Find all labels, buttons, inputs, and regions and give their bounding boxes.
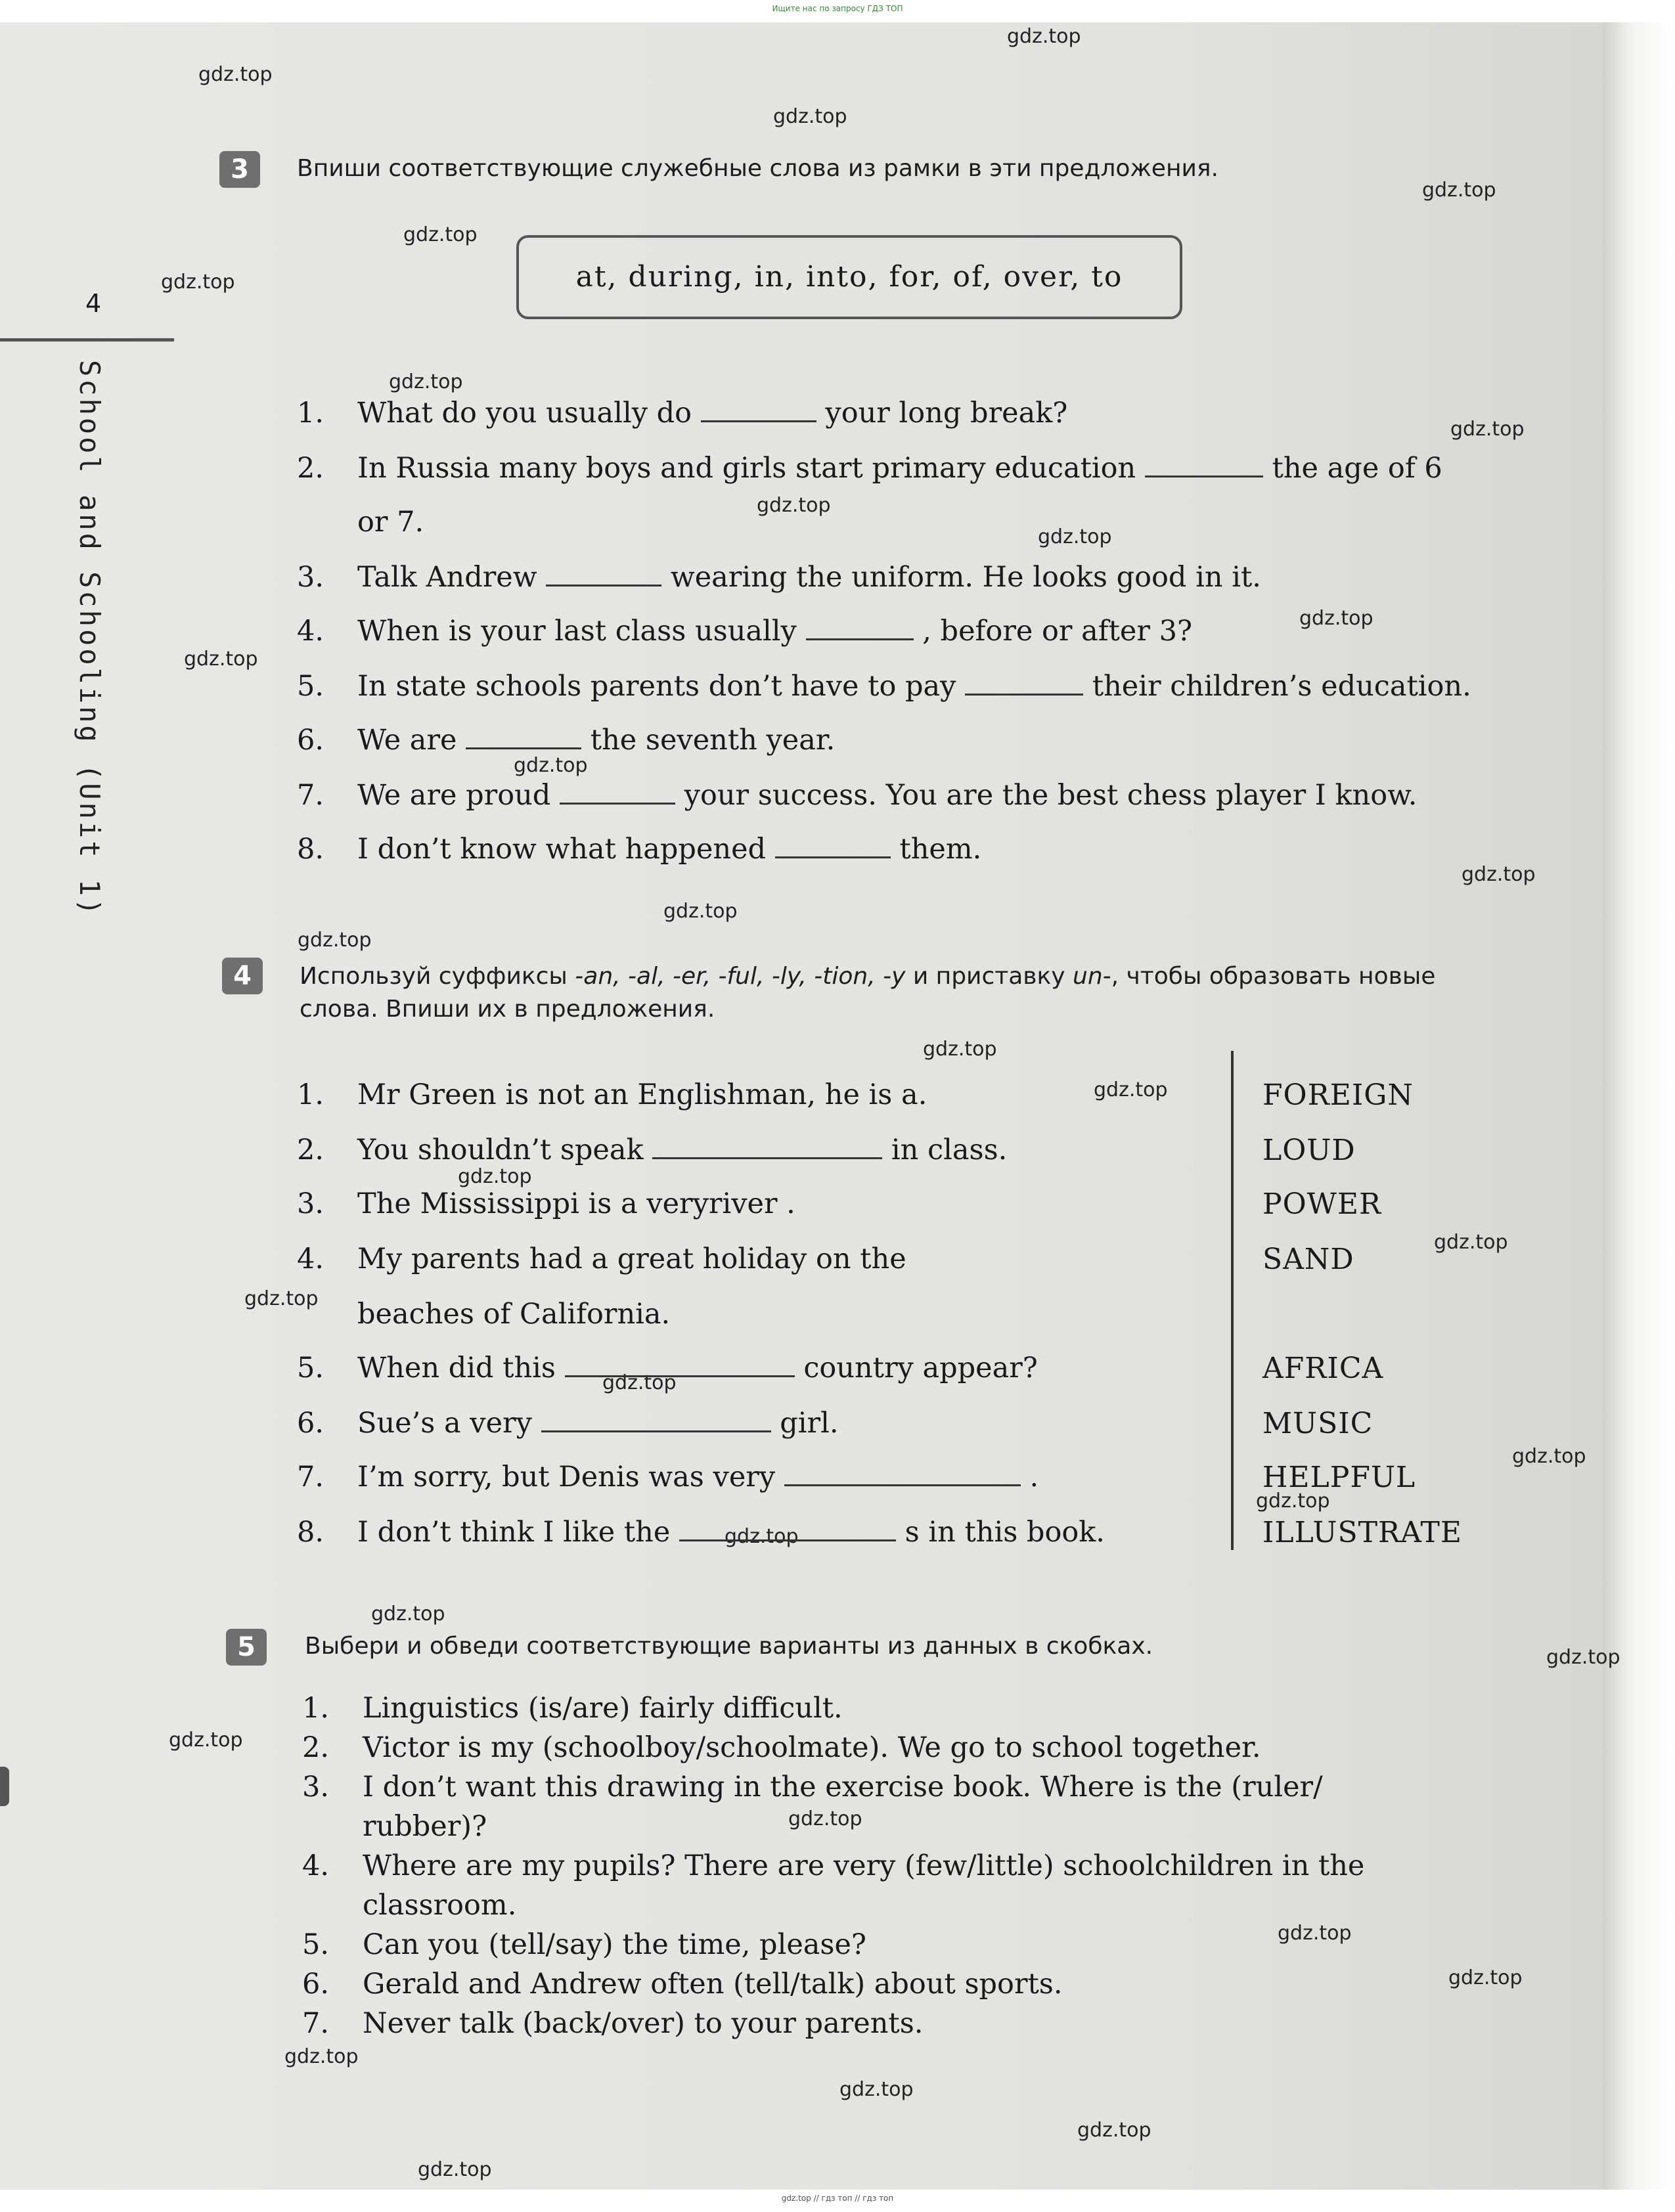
item-text[interactable]: Victor is my (schoolboy/schoolmate). We go to school together.: [363, 1731, 1261, 1764]
ex4-item: [297, 1352, 1038, 1384]
exercise-4-instruction: Используй суффиксы -an, -al, -er, -ful, -ly, -tion, -y и приставку un-, чтобы образовать новые слова. Впиши их в предложения.: [300, 963, 1436, 1023]
item-number: 1.: [297, 397, 324, 430]
watermark: gdz.top: [788, 1807, 862, 1830]
watermark: gdz.top: [1094, 1078, 1168, 1101]
item-number: 6.: [297, 724, 324, 757]
item-text-before: You shouldn’t speak: [357, 1134, 644, 1166]
item-text-before: We are: [357, 724, 457, 757]
item-text-after: country appear?: [803, 1352, 1038, 1384]
item-text-after: river .: [708, 1187, 795, 1220]
item-number: 8.: [297, 1516, 324, 1549]
item-text-after: s in this book.: [904, 1516, 1105, 1549]
watermark: gdz.top: [1512, 1445, 1586, 1468]
stem-word: FOREIGN: [1262, 1078, 1414, 1112]
ex5-item: [302, 1692, 843, 1725]
item-number: 6.: [302, 1968, 330, 2001]
answer-blank[interactable]: [565, 1353, 795, 1377]
unit-side-title: School and Schooling (Unit 1): [74, 360, 106, 918]
ex5-item: [302, 1849, 1364, 1882]
answer-blank[interactable]: [965, 671, 1083, 696]
item-number: 3.: [297, 1187, 324, 1220]
answer-blank[interactable]: [541, 1408, 771, 1432]
item-text-after: .: [918, 1078, 927, 1111]
ex4-item: [297, 1298, 670, 1331]
item-text[interactable]: Never talk (back/over) to your parents.: [363, 2007, 924, 2040]
watermark: gdz.top: [298, 929, 372, 952]
stem-divider: [1231, 1051, 1234, 1550]
answer-blank[interactable]: [775, 834, 891, 858]
watermark: gdz.top: [839, 2078, 914, 2101]
item-number: 8.: [297, 833, 324, 866]
item-number: 4.: [297, 615, 324, 648]
exercise-5-badge: 5: [226, 1629, 267, 1666]
stem-word: POWER: [1262, 1187, 1382, 1221]
item-number: 4.: [302, 1849, 330, 1882]
item-text-after: wearing the uniform. He looks good in it.: [670, 561, 1261, 594]
bottom-banner[interactable]: gdz.top // гдз топ // гдз топ: [0, 2190, 1675, 2212]
item-number: 1.: [302, 1692, 330, 1725]
item-number: 4.: [297, 1243, 324, 1275]
item-text-before: What do you usually do: [357, 397, 692, 430]
ex3-item: [297, 670, 1471, 703]
item-text[interactable]: Linguistics (is/are) fairly difficult.: [363, 1692, 843, 1725]
answer-blank[interactable]: [1145, 453, 1263, 477]
answer-blank[interactable]: [652, 1135, 882, 1159]
exercise-3-badge: 3: [219, 151, 260, 188]
item-text-after: their children’s education.: [1092, 670, 1471, 703]
stem-word: MUSIC: [1262, 1407, 1374, 1440]
watermark: gdz.top: [1450, 418, 1525, 441]
item-text-before: I don’t think I like the: [357, 1516, 671, 1549]
item-number: 2.: [297, 1134, 324, 1166]
item-text-after: your success. You are the best chess player I know.: [684, 779, 1418, 812]
ex5-item: [302, 1968, 1063, 2001]
watermark: gdz.top: [602, 1371, 677, 1394]
watermark: gdz.top: [169, 1729, 243, 1752]
watermark: gdz.top: [1077, 2119, 1151, 2142]
answer-blank[interactable]: [466, 725, 581, 749]
watermark: gdz.top: [198, 63, 273, 86]
ex4-item: [297, 1134, 1007, 1166]
watermark: gdz.top: [418, 2158, 492, 2181]
watermark: gdz.top: [1256, 1490, 1330, 1513]
page-number: 4: [85, 289, 102, 318]
item-text[interactable]: rubber)?: [363, 1810, 487, 1843]
item-text-before: In Russia many boys and girls start primary education: [357, 452, 1136, 485]
item-text-before: My parents had a great holiday on the: [357, 1243, 906, 1275]
top-banner[interactable]: Ищите нас по запросу ГДЗ ТОП: [0, 0, 1675, 22]
watermark: gdz.top: [1299, 607, 1374, 630]
watermark: gdz.top: [1422, 179, 1496, 202]
item-number: 3.: [297, 561, 324, 594]
item-text-after: your long break?: [825, 397, 1068, 430]
answer-blank[interactable]: [701, 398, 816, 422]
ex3-item: [297, 779, 1417, 812]
watermark: gdz.top: [725, 1525, 799, 1548]
item-text-before: In state schools parents don’t have to pay: [357, 670, 956, 703]
item-text-after: the age of 6: [1272, 452, 1442, 485]
item-number: 3.: [302, 1771, 330, 1803]
item-number: 6.: [297, 1407, 324, 1440]
item-text-after: the seventh year.: [590, 724, 836, 757]
ex5-item: [302, 1771, 1323, 1803]
ex3-item: [297, 397, 1067, 430]
item-text-after: in class.: [891, 1134, 1008, 1166]
watermark: gdz.top: [923, 1038, 997, 1061]
item-text-after: them.: [899, 833, 982, 866]
watermark: gdz.top: [1007, 25, 1081, 48]
watermark: gdz.top: [514, 754, 588, 777]
ex3-item: [297, 724, 835, 757]
item-text-before: When did this: [357, 1352, 556, 1384]
watermark: gdz.top: [1434, 1231, 1508, 1254]
ex3-item: [297, 615, 1192, 648]
item-text-before: The Mississippi is a very: [357, 1187, 709, 1220]
watermark: gdz.top: [389, 370, 463, 393]
watermark: gdz.top: [1038, 525, 1112, 548]
item-text[interactable]: Where are my pupils? There are very (few/little) schoolchildren in the: [363, 1849, 1365, 1882]
item-number: 5.: [297, 670, 324, 703]
watermark: gdz.top: [244, 1287, 319, 1310]
item-number: 7.: [297, 779, 324, 812]
item-number: 1.: [297, 1078, 324, 1111]
item-text-before: Talk Andrew: [357, 561, 537, 594]
stem-word: LOUD: [1262, 1134, 1356, 1167]
exercise-3-instruction: Впиши соответствующие служебные слова из рамки в эти предложения.: [297, 155, 1218, 182]
watermark: gdz.top: [1462, 863, 1536, 886]
ex5-item: [302, 1731, 1261, 1764]
answer-blank[interactable]: [560, 780, 675, 805]
ex4-item: [297, 1516, 1105, 1549]
item-text[interactable]: I don’t want this drawing in the exercise book. Where is the (ruler/: [363, 1771, 1323, 1803]
item-text-before: Mr Green is not an Englishman, he is a: [357, 1078, 918, 1111]
stem-word: HELPFUL: [1262, 1461, 1416, 1494]
item-number: 7.: [297, 1461, 324, 1493]
stem-word: AFRICA: [1262, 1352, 1384, 1385]
answer-blank[interactable]: [784, 1462, 1021, 1486]
binding-mark: [0, 1767, 9, 1806]
stem-word: SAND: [1262, 1243, 1354, 1276]
item-number: 5.: [297, 1352, 324, 1384]
answer-blank[interactable]: [806, 616, 914, 640]
word-box: at, during, in, into, for, of, over, to: [516, 235, 1182, 319]
stem-word: ILLUSTRATE: [1262, 1516, 1462, 1549]
item-text[interactable]: classroom.: [363, 1889, 517, 1922]
ex3-item: [297, 833, 981, 866]
item-text[interactable]: Gerald and Andrew often (tell/talk) about sports.: [363, 1968, 1063, 2001]
answer-blank[interactable]: [679, 1517, 896, 1541]
item-number: 5.: [302, 1928, 330, 1961]
item-text-before: Sue’s a very: [357, 1407, 532, 1440]
ex4-item: [297, 1407, 839, 1440]
item-text-before: I’m sorry, but Denis was very: [357, 1461, 776, 1493]
ex5-item: [302, 1889, 516, 1922]
watermark: gdz.top: [1546, 1646, 1620, 1669]
watermark: gdz.top: [663, 900, 738, 923]
item-text-after: , before or after 3?: [922, 615, 1193, 648]
item-text-after: girl.: [780, 1407, 839, 1440]
item-number: 2.: [302, 1731, 330, 1764]
ex4-item: [297, 1461, 1038, 1493]
watermark: gdz.top: [458, 1165, 532, 1188]
ex5-item: [302, 2007, 923, 2040]
ex4-item: [297, 1243, 906, 1275]
ex3-item: [297, 506, 424, 539]
answer-blank[interactable]: [546, 562, 661, 586]
ex3-item: [297, 452, 1442, 485]
item-text-before: beaches of California.: [357, 1298, 671, 1331]
ex5-item: [302, 1928, 866, 1961]
page-edge: [1603, 0, 1675, 2212]
ex5-item: [302, 1810, 487, 1843]
watermark: gdz.top: [757, 494, 831, 517]
exercise-5-instruction: Выбери и обведи соответствующие варианты из данных в скобках.: [305, 1633, 1153, 1660]
item-text-before: or 7.: [357, 506, 424, 539]
item-text-after: .: [1029, 1461, 1039, 1493]
watermark: gdz.top: [284, 2045, 359, 2068]
watermark: gdz.top: [371, 1603, 445, 1626]
item-text[interactable]: Can you (tell/say) the time, please?: [363, 1928, 866, 1961]
ex4-item: [297, 1078, 927, 1111]
page-divider: [0, 338, 174, 342]
exercise-4-badge: 4: [222, 958, 263, 994]
item-text-before: I don’t know what happened: [357, 833, 767, 866]
watermark: gdz.top: [1278, 1922, 1352, 1945]
watermark: gdz.top: [184, 648, 258, 671]
item-text-before: When is your last class usually: [357, 615, 797, 648]
ex4-item: [297, 1187, 795, 1220]
item-text-before: We are proud: [357, 779, 551, 812]
watermark: gdz.top: [161, 271, 235, 294]
ex3-item: [297, 561, 1261, 594]
watermark: gdz.top: [1448, 1966, 1523, 1989]
watermark: gdz.top: [773, 105, 847, 128]
watermark: gdz.top: [403, 223, 478, 246]
item-number: 7.: [302, 2007, 330, 2040]
item-number: 2.: [297, 452, 324, 485]
